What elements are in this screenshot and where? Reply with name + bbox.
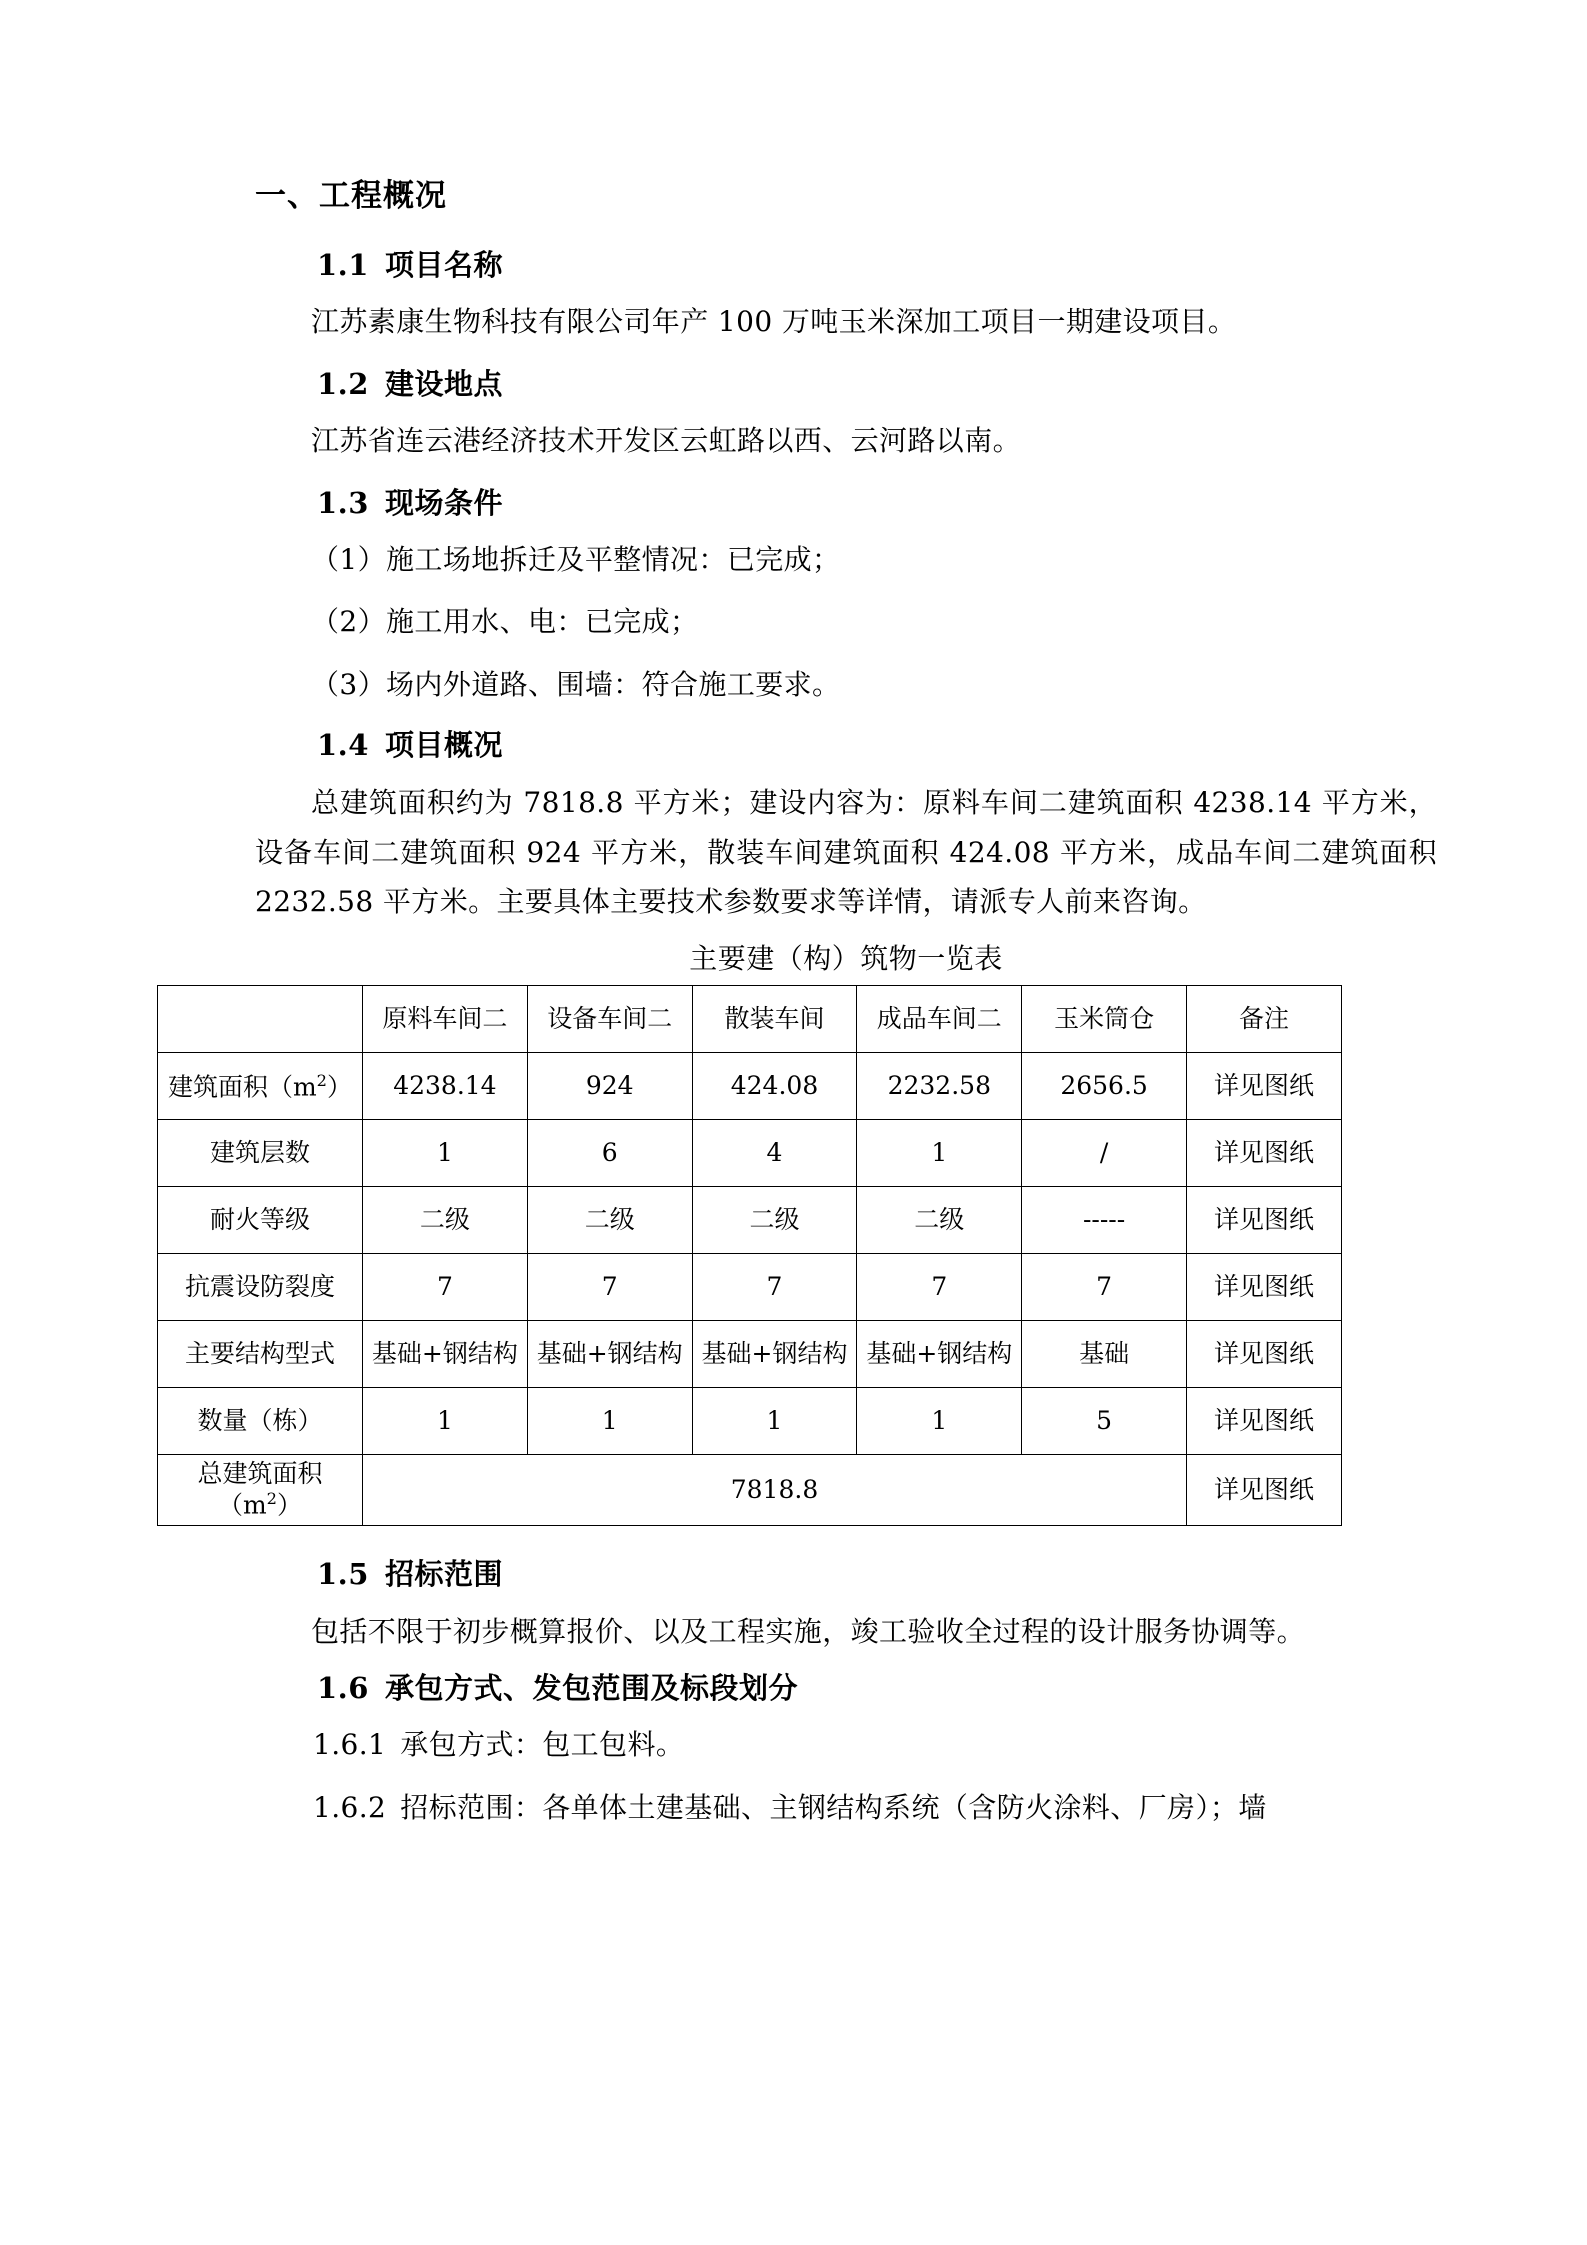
- subsection-heading-1-5: [255, 1552, 1437, 1593]
- table-cell: 1: [363, 1120, 528, 1187]
- list-item: （1）施工场地拆迁及平整情况：已完成；: [311, 543, 841, 577]
- list-item: （3）场内外道路、围墙：符合施工要求。: [311, 667, 841, 701]
- subsection-title: 建设地点: [384, 367, 503, 402]
- table-cell: -----: [1022, 1187, 1187, 1254]
- sub-item-number: 1.6.2: [313, 1790, 387, 1824]
- table-cell-note: 详见图纸: [1187, 1187, 1342, 1254]
- sub-list-item: [255, 1721, 1437, 1769]
- paragraph-project-overview: 总建筑面积约为 7818.8 平方米；建设内容为：原料车间二建筑面积 4238.14 平方米，设备车间二建筑面积 924 平方米，散装车间建筑面积 424.08 平方米，成品车间二建筑面积 2232.58 平方米。主要具体主要技术参数要求等详情，请派专人前来咨询。: [255, 785, 1437, 919]
- row-label-sup: 2: [316, 1070, 328, 1090]
- table-row: [158, 1120, 1342, 1187]
- row-label: 数量（栋）: [158, 1388, 363, 1455]
- subsection-heading-1-2: [255, 362, 1437, 403]
- table-cell: 7: [857, 1254, 1022, 1321]
- subsection-heading-1-6: [255, 1666, 1437, 1707]
- table-cell-note: 详见图纸: [1187, 1053, 1342, 1120]
- row-label-total: [158, 1455, 363, 1525]
- table-cell: 基础+钢结构: [363, 1321, 528, 1388]
- table-cell-note: 详见图纸: [1187, 1120, 1342, 1187]
- table-header-cell: 玉米筒仓: [1022, 986, 1187, 1053]
- sub-item-text: 承包方式：包工包料。: [400, 1728, 685, 1762]
- subsection-title: 项目概况: [384, 727, 503, 762]
- table-cell: 6: [527, 1120, 692, 1187]
- row-label: 抗震设防裂度: [158, 1254, 363, 1321]
- row-label-text: 建筑面积（m: [167, 1071, 317, 1101]
- table-header-cell: 散装车间: [692, 986, 857, 1053]
- subsection-number: 1.3: [317, 486, 369, 521]
- table-cell: 5: [1022, 1388, 1187, 1455]
- subsection-title: 招标范围: [384, 1556, 503, 1591]
- table-cell: 二级: [527, 1187, 692, 1254]
- sub-list-item: [255, 1784, 1437, 1832]
- table-header-cell: [158, 986, 363, 1053]
- table-cell-note: 详见图纸: [1187, 1455, 1342, 1525]
- buildings-table: [157, 985, 1342, 1525]
- paragraph-project-name: 江苏素康生物科技有限公司年产 100 万吨玉米深加工项目一期建设项目。: [311, 305, 1237, 338]
- subsection-title: 项目名称: [384, 248, 503, 282]
- table-cell: 424.08: [692, 1053, 857, 1120]
- table-header-cell: 设备车间二: [527, 986, 692, 1053]
- table-header-cell: 成品车间二: [857, 986, 1022, 1053]
- table-cell: 基础+钢结构: [857, 1321, 1022, 1388]
- table-cell: 2232.58: [857, 1053, 1022, 1120]
- table-cell: 基础+钢结构: [692, 1321, 857, 1388]
- subsection-title: 现场条件: [384, 486, 503, 521]
- row-label-sup: 2: [266, 1489, 278, 1509]
- subsection-heading-1-3: [255, 481, 1437, 522]
- table-header-cell: 备注: [1187, 986, 1342, 1053]
- row-label: [158, 1053, 363, 1120]
- table-cell-note: 详见图纸: [1187, 1321, 1342, 1388]
- table-cell-total: 7818.8: [363, 1455, 1187, 1525]
- paragraph-bid-scope: 包括不限于初步概算报价、以及工程实施，竣工验收全过程的设计服务协调等。: [311, 1614, 1306, 1648]
- table-cell: 二级: [363, 1187, 528, 1254]
- table-cell: 基础+钢结构: [527, 1321, 692, 1388]
- table-cell: 1: [363, 1388, 528, 1455]
- table-total-row: [158, 1455, 1342, 1525]
- table-header-row: [158, 986, 1342, 1053]
- table-row: [158, 1053, 1342, 1120]
- row-label: 主要结构型式: [158, 1321, 363, 1388]
- table-cell-note: 详见图纸: [1187, 1388, 1342, 1455]
- subsection-heading-1-4: [255, 723, 1437, 764]
- list-item: （2）施工用水、电：已完成；: [311, 605, 699, 639]
- section-heading: 一、工程概况: [255, 178, 447, 214]
- table-cell: 1: [692, 1388, 857, 1455]
- row-label-text: 总建筑面积（m: [197, 1459, 323, 1520]
- subsection-title: 承包方式、发包范围及标段划分: [384, 1671, 798, 1706]
- row-label-suffix: ）: [327, 1071, 353, 1101]
- subsection-number: 1.1: [317, 248, 369, 282]
- row-label-suffix: ）: [277, 1490, 303, 1520]
- table-cell: 4238.14: [363, 1053, 528, 1120]
- table-cell: /: [1022, 1120, 1187, 1187]
- table-caption: 主要建（构）筑物一览表: [689, 942, 1003, 976]
- table-cell: 2656.5: [1022, 1053, 1187, 1120]
- table-row: [158, 1254, 1342, 1321]
- subsection-number: 1.2: [317, 367, 369, 402]
- paragraph-location: 江苏省连云港经济技术开发区云虹路以西、云河路以南。: [311, 424, 1022, 458]
- table-row: [158, 1388, 1342, 1455]
- table-cell: 7: [527, 1254, 692, 1321]
- table-cell: 7: [1022, 1254, 1187, 1321]
- table-cell: 二级: [857, 1187, 1022, 1254]
- table-cell: 1: [527, 1388, 692, 1455]
- table-cell: 7: [692, 1254, 857, 1321]
- table-cell: 1: [857, 1120, 1022, 1187]
- table-cell: 7: [363, 1254, 528, 1321]
- table-cell: 924: [527, 1053, 692, 1120]
- row-label: 耐火等级: [158, 1187, 363, 1254]
- subsection-number: 1.4: [317, 727, 369, 762]
- sub-item-text: 招标范围：各单体土建基础、主钢结构系统（含防火涂料、厂房）；墙: [400, 1790, 1267, 1824]
- subsection-number: 1.6: [317, 1671, 369, 1706]
- table-row: [158, 1321, 1342, 1388]
- subsection-number: 1.5: [317, 1556, 369, 1591]
- sub-item-number: 1.6.1: [313, 1728, 387, 1762]
- table-row: [158, 1187, 1342, 1254]
- row-label: 建筑层数: [158, 1120, 363, 1187]
- subsection-heading-1-1: [255, 243, 1437, 284]
- table-cell: 二级: [692, 1187, 857, 1254]
- table-cell-note: 详见图纸: [1187, 1254, 1342, 1321]
- table-cell: 1: [857, 1388, 1022, 1455]
- table-cell: 基础: [1022, 1321, 1187, 1388]
- table-header-cell: 原料车间二: [363, 986, 528, 1053]
- table-cell: 4: [692, 1120, 857, 1187]
